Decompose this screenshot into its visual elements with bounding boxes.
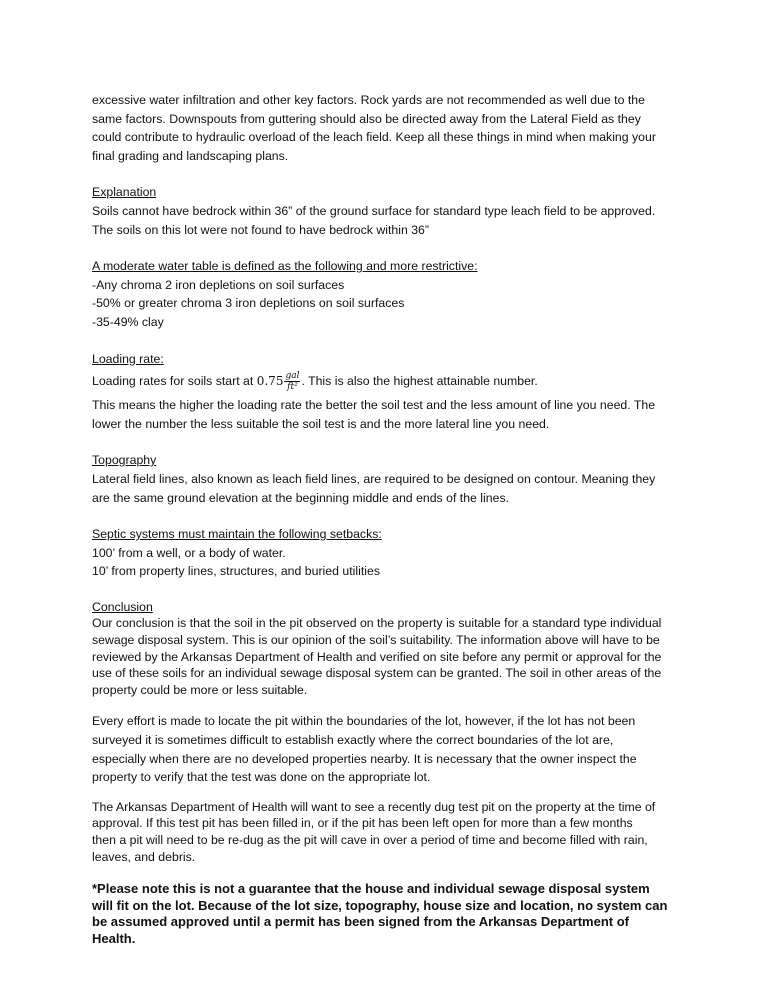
text-line: same factors. Downspouts from guttering should also be directed away from the Lateral Field as they <box>92 111 641 126</box>
text-line: Lateral field lines, also known as leach field lines, are required to be designed on contour. Meaning they <box>92 471 656 486</box>
list-item: -Any chroma 2 iron depletions on soil surfaces <box>92 277 345 292</box>
text-line: sewage disposal system. This is our opinion of the soil’s suitability. The information above will have to be <box>92 633 660 648</box>
conclusion-section <box>92 599 702 699</box>
topography-heading: Topography <box>92 453 157 468</box>
text-line: *Please note this is not a guarantee that the house and individual sewage disposal system <box>92 881 650 897</box>
water-table-heading: A moderate water table is defined as the following and more restrictive: <box>92 259 478 274</box>
text-span: Loading rates for soils start at <box>92 373 257 388</box>
explanation-heading: Explanation <box>92 185 157 200</box>
list-item: -35-49% clay <box>92 314 164 329</box>
setbacks-section <box>92 525 702 581</box>
effort-paragraph <box>92 712 702 786</box>
disclaimer-note <box>92 881 702 947</box>
text-line: use of these soils for an individual sewage disposal system can be granted. The soil in other areas of the <box>92 666 662 681</box>
health-paragraph <box>92 799 702 865</box>
text-span: . This is also the highest attainable number. <box>301 373 538 388</box>
text-line: approval. If this test pit has been filled in, or if the pit has been left open for more than a few months <box>92 816 633 831</box>
text-line: especially when there are no developed properties nearby. It is necessary that the owner inspect the <box>92 751 637 766</box>
text-line: then a pit will need to be re-dug as the pit will cave in over a period of time and become filled with rain, <box>92 833 648 847</box>
loading-rate-section <box>92 350 702 434</box>
text-line: Health. <box>92 930 136 946</box>
loading-value: 0.75 <box>256 373 284 388</box>
list-item: 10’ from property lines, structures, and buried utilities <box>92 564 380 579</box>
topography-section <box>92 451 702 507</box>
conclusion-heading: Conclusion <box>92 599 153 614</box>
setbacks-heading: Septic systems must maintain the following setbacks: <box>92 527 382 542</box>
explanation-section <box>92 183 702 239</box>
list-item: -50% or greater chroma 3 iron depletions on soil surfaces <box>92 296 405 311</box>
text-line: could contribute to hydraulic overload of the leach field. Keep all these things in mind when making your <box>92 130 656 145</box>
text-line: Our conclusion is that the soil in the pit observed on the property is suitable for a standard type individual <box>92 616 662 631</box>
unit-denominator: ft² <box>287 382 298 393</box>
text-line: are the same ground elevation at the beginning middle and ends of the lines. <box>92 490 510 505</box>
unit-numerator: gal <box>285 371 300 382</box>
text-line: property could be more or less suitable. <box>92 682 308 697</box>
text-line: surveyed it is sometimes difficult to establish exactly where the correct boundaries of the lot are, <box>92 733 614 748</box>
loading-rate-line <box>92 371 702 392</box>
document-page <box>92 91 702 947</box>
unit-fraction <box>284 371 300 392</box>
text-line: final grading and landscaping plans. <box>92 148 289 163</box>
text-line: The soils on this lot were not found to have bedrock within 36” <box>92 222 429 237</box>
text-line: leaves, and debris. <box>92 849 196 864</box>
text-line: Soils cannot have bedrock within 36” of the ground surface for standard type leach field to be approved. <box>92 203 656 218</box>
text-line: reviewed by the Arkansas Department of Health and verified on site before any permit or approval for the <box>92 649 662 664</box>
text-line: Every effort is made to locate the pit within the boundaries of the lot, however, if the lot has not been <box>92 714 636 729</box>
text-line: This means the higher the loading rate the better the soil test and the less amount of line you need. The <box>92 398 656 413</box>
list-item: 100’ from a well, or a body of water. <box>92 545 286 560</box>
intro-paragraph <box>92 91 702 165</box>
text-line: The Arkansas Department of Health will want to see a recently dug test pit on the property at the time of <box>92 799 656 814</box>
text-line: will fit on the lot. Because of the lot size, topography, house size and location, no system can <box>92 897 668 913</box>
text-line: lower the number the less suitable the soil test is and the more lateral line you need. <box>92 416 550 431</box>
text-line: be assumed approved until a permit has been signed from the Arkansas Department of <box>92 914 629 930</box>
loading-rate-heading: Loading rate: <box>92 351 164 366</box>
text-line: property to verify that the test was done on the appropriate lot. <box>92 770 431 785</box>
water-table-section <box>92 257 702 331</box>
text-line: excessive water infiltration and other key factors. Rock yards are not recommended as well due to the <box>92 93 645 107</box>
